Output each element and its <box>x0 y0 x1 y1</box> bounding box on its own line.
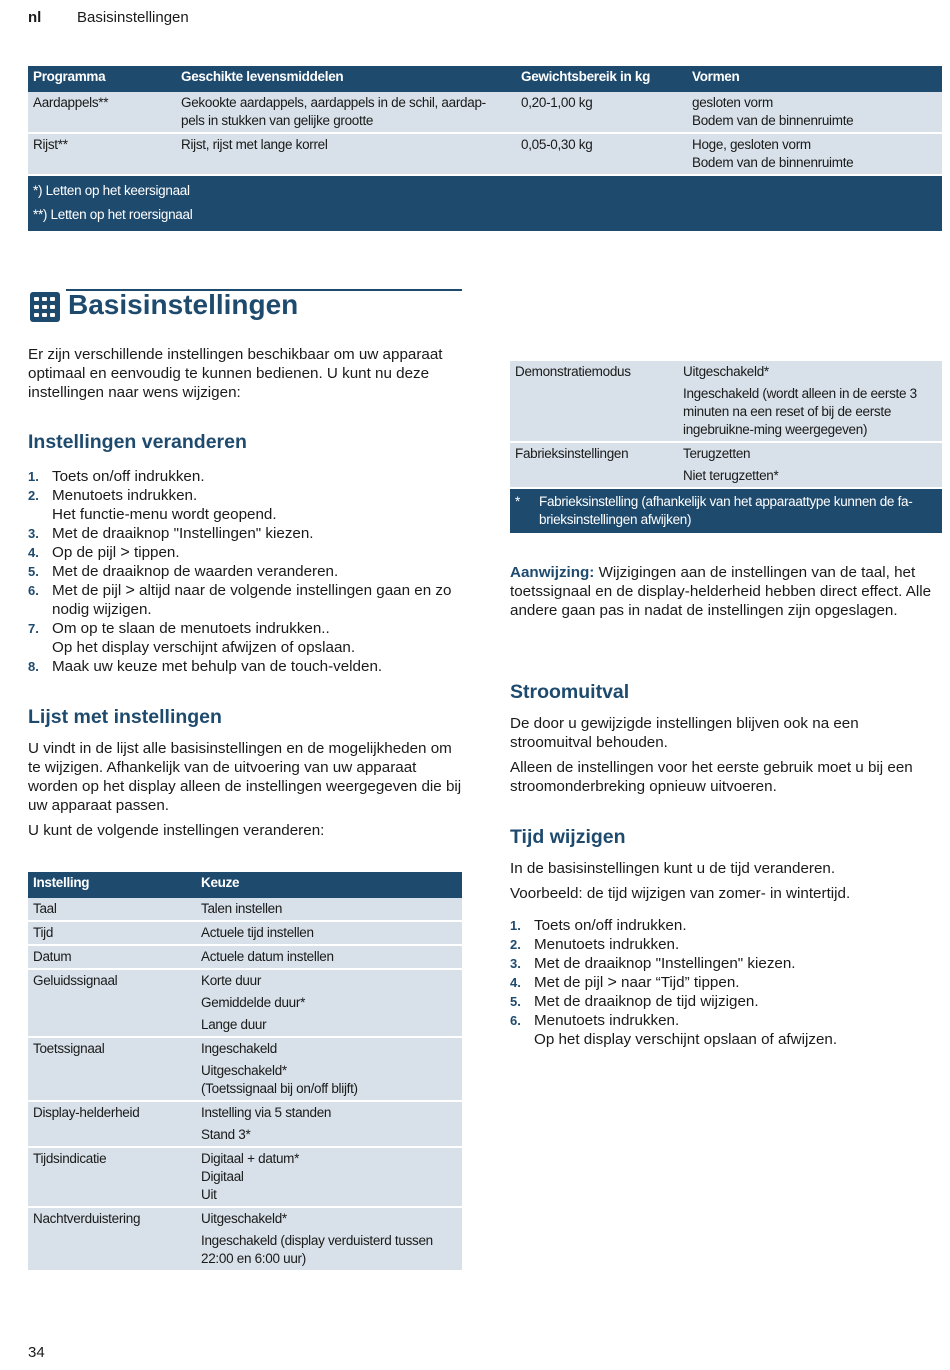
option: Uit <box>201 1187 217 1202</box>
cell-line: gesloten vorm <box>692 95 773 110</box>
col-header: Instelling <box>28 872 196 898</box>
option: Terugzetten <box>683 446 751 461</box>
step-number: 4. <box>510 975 521 990</box>
list-item <box>28 486 462 524</box>
cell-form <box>687 92 942 133</box>
table-row <box>28 921 462 945</box>
aanwijzing-text: Wijzigingen aan de instellingen van de taal, het toetssignaal en de display-helderheid hebben direct effect. Alle andere gaan pas in nadat de instellingen zijn opgeslagen. <box>510 564 932 619</box>
step-text: Maak uw keuze met behulp van de touch-velden. <box>52 658 383 675</box>
change-steps <box>28 467 462 676</box>
table-row <box>28 1101 462 1147</box>
step-result: Op het display verschijnt afwijzen of opslaan. <box>52 639 356 656</box>
step-text: Toets on/off indrukken. <box>52 468 205 485</box>
table-note-row <box>510 488 942 534</box>
page-title: Basisinstellingen <box>68 289 299 320</box>
step-text: Met de draaiknop "Instellingen" kiezen. <box>52 525 314 542</box>
settings-grid-icon <box>30 292 60 322</box>
power-paragraph: Alleen de instellingen voor het eerste gebruik moet u bij een stroomonderbreking opnieuw uitvoeren. <box>510 759 913 795</box>
cell-weight: 0,05-0,30 kg <box>516 133 687 175</box>
table-row <box>28 969 462 1037</box>
table-row <box>28 133 942 175</box>
option: Actuele tijd instellen <box>201 925 314 940</box>
list-item <box>28 657 462 676</box>
setting-name: Geluidssignaal <box>28 969 196 1037</box>
table-row <box>510 442 942 488</box>
list-item <box>28 619 462 657</box>
step-number: 4. <box>28 545 39 560</box>
step-text: Met de pijl <box>52 582 122 599</box>
list-item <box>28 543 462 562</box>
step-number: 3. <box>510 956 521 971</box>
step-text: Met de draaiknop de waarden veranderen. <box>52 563 339 580</box>
list-item <box>28 581 462 619</box>
table-row <box>510 361 942 442</box>
step-text: Menutoets indrukken. <box>534 936 680 953</box>
aanwijzing-paragraph <box>510 563 942 620</box>
arrow-right-icon: > <box>120 544 130 561</box>
cell-program: Rijst** <box>28 133 176 175</box>
cell-food <box>176 92 516 133</box>
option: Korte duur <box>201 973 262 988</box>
option: Gemiddelde duur* <box>201 995 306 1010</box>
step-text: tippen. <box>129 544 180 561</box>
setting-name: Tijdsindicatie <box>28 1147 196 1207</box>
table-row <box>28 1147 462 1207</box>
aanwijzing-label: Aanwijzing: <box>510 564 595 581</box>
cell-line: Gekookte aardappels, aardappels in de schil, aardap- <box>181 95 486 110</box>
step-number: 2. <box>510 937 521 952</box>
settings-table <box>28 872 462 1272</box>
list-item <box>28 562 462 581</box>
setting-name: Datum <box>28 945 196 969</box>
col-header: Geschikte levensmiddelen <box>176 66 516 92</box>
setting-name: Toetssignaal <box>28 1037 196 1101</box>
option: Niet terugzetten* <box>683 468 779 483</box>
option: Ingeschakeld (display verduisterd tussen 22:00 en 6:00 uur) <box>201 1233 433 1266</box>
step-text: Met de draaiknop "Instellingen" kiezen. <box>534 955 796 972</box>
step-result: Het functie-menu wordt geopend. <box>52 506 277 523</box>
step-text: Om op te slaan de menutoets indrukken.. <box>52 620 330 637</box>
subheading-list: Lijst met instellingen <box>28 706 222 728</box>
setting-options <box>196 898 462 921</box>
step-number: 6. <box>510 1013 521 1028</box>
step-number: 7. <box>28 621 39 636</box>
note-line: *) Letten op het keersignaal <box>33 183 190 198</box>
subheading-power: Stroomuitval <box>510 681 630 703</box>
note-text: Fabrieksinstelling (afhankelijk van het apparaattype kunnen de fa-brieksinstellingen afwijken) <box>539 494 913 527</box>
col-header: Programma <box>28 66 176 92</box>
setting-options <box>196 969 462 1037</box>
page-number: 34 <box>28 1344 45 1361</box>
note-line: **) Letten op het roersignaal <box>33 207 193 222</box>
note-block <box>510 563 942 626</box>
option: Instelling via 5 standen <box>201 1105 332 1120</box>
setting-options <box>196 921 462 945</box>
setting-options <box>196 1207 462 1271</box>
list-item <box>28 524 462 543</box>
table-header-row <box>28 66 942 92</box>
cell-line: Bodem van de binnenruimte <box>692 155 854 170</box>
cell-form <box>687 133 942 175</box>
option: Digitaal <box>201 1169 244 1184</box>
time-text <box>510 859 942 909</box>
option: Uitgeschakeld* <box>201 1063 287 1078</box>
table-row <box>28 1207 462 1271</box>
list-item <box>510 954 942 973</box>
setting-options <box>196 1037 462 1101</box>
option: Uitgeschakeld* <box>201 1211 287 1226</box>
option: Stand 3* <box>201 1127 251 1142</box>
header-lang: nl <box>28 9 42 26</box>
table-row <box>28 898 462 921</box>
option: Lange duur <box>201 1017 267 1032</box>
setting-name: Nachtverduistering <box>28 1207 196 1271</box>
time-steps <box>510 916 942 1049</box>
col-header: Gewichtsbereik in kg <box>516 66 687 92</box>
list-item <box>510 1011 942 1049</box>
list-paragraph: U kunt de volgende instellingen veranderen: <box>28 822 325 839</box>
step-number: 5. <box>510 994 521 1009</box>
table-header-row <box>28 872 462 898</box>
cell-line: Hoge, gesloten vorm <box>692 137 811 152</box>
list-text <box>28 739 462 846</box>
step-text: altijd naar de volgende instellingen gaan en zo nodig wijzigen. <box>52 582 452 618</box>
setting-name: Demonstratiemodus <box>510 361 678 442</box>
setting-options <box>196 1147 462 1207</box>
intro-paragraph: Er zijn verschillende instellingen beschikbaar om uw apparaat optimaal en eenvoudig te kunnen bedienen. U kunt nu deze instellingen naar wens wijzigen: <box>28 346 443 401</box>
option: Digitaal + datum* <box>201 1151 300 1166</box>
setting-options <box>678 442 942 488</box>
step-text: Menutoets indrukken. <box>534 1012 680 1029</box>
table-note <box>510 488 942 534</box>
list-paragraph: U vindt in de lijst alle basisinstellingen en de mogelijkheden om te wijzigen. Afhankelijk van de uitvoering van uw apparaat worden op het display alleen de instellingen weergegeven die bij uw apparaat passen. <box>28 740 462 814</box>
setting-options <box>678 361 942 442</box>
step-text: Toets on/off indrukken. <box>534 917 687 934</box>
step-text: Menutoets indrukken. <box>52 487 198 504</box>
table-row <box>28 1037 462 1101</box>
step-text: Met de draaiknop de tijd wijzigen. <box>534 993 759 1010</box>
list-item <box>510 916 942 935</box>
cell-line: Bodem van de binnenruimte <box>692 113 854 128</box>
step-number: 8. <box>28 659 39 674</box>
intro-text <box>28 345 462 408</box>
arrow-right-icon: > <box>607 974 617 991</box>
power-text <box>510 714 942 802</box>
cell-weight: 0,20-1,00 kg <box>516 92 687 133</box>
arrow-right-icon: > <box>125 582 135 599</box>
time-paragraph: Voorbeeld: de tijd wijzigen van zomer- in wintertijd. <box>510 885 851 902</box>
program-table <box>28 66 942 233</box>
setting-name: Display-helderheid <box>28 1101 196 1147</box>
header-title: Basisinstellingen <box>77 9 189 26</box>
step-number: 1. <box>510 918 521 933</box>
step-number: 6. <box>28 583 39 598</box>
note-star: * <box>515 494 520 509</box>
step-text: Op de pijl <box>52 544 117 561</box>
setting-options <box>196 1101 462 1147</box>
table-row <box>28 945 462 969</box>
table-notes <box>28 175 942 232</box>
list-item <box>510 992 942 1011</box>
subheading-change: Instellingen veranderen <box>28 431 247 453</box>
step-number: 3. <box>28 526 39 541</box>
list-item <box>28 467 462 486</box>
table-row <box>28 92 942 133</box>
option: Talen instellen <box>201 901 283 916</box>
option: Ingeschakeld (wordt alleen in de eerste 3 minuten na een reset of bij de eerste ingebruikne-ming weergegeven) <box>683 386 917 437</box>
col-header: Vormen <box>687 66 942 92</box>
step-text: Met de pijl <box>534 974 604 991</box>
col-header: Keuze <box>196 872 462 898</box>
setting-name: Tijd <box>28 921 196 945</box>
cell-line: pels in stukken van gelijke grootte <box>181 113 374 128</box>
cell-program: Aardappels** <box>28 92 176 133</box>
cell-food: Rijst, rijst met lange korrel <box>176 133 516 175</box>
time-paragraph: In de basisinstellingen kunt u de tijd veranderen. <box>510 860 836 877</box>
power-paragraph: De door u gewijzigde instellingen blijven ook na een stroomuitval behouden. <box>510 715 859 751</box>
setting-options <box>196 945 462 969</box>
step-result: Op het display verschijnt opslaan of afwijzen. <box>534 1031 838 1048</box>
setting-name: Taal <box>28 898 196 921</box>
option: (Toetssignaal bij on/off blijft) <box>201 1081 358 1096</box>
option: Uitgeschakeld* <box>683 364 769 379</box>
option: Ingeschakeld <box>201 1041 277 1056</box>
step-number: 1. <box>28 469 39 484</box>
list-item <box>510 973 942 992</box>
setting-name: Fabrieksinstellingen <box>510 442 678 488</box>
step-number: 2. <box>28 488 39 503</box>
list-item <box>510 935 942 954</box>
step-number: 5. <box>28 564 39 579</box>
option: Actuele datum instellen <box>201 949 334 964</box>
subheading-time: Tijd wijzigen <box>510 826 626 848</box>
demo-settings-table <box>510 361 942 535</box>
table-note-row <box>28 175 942 232</box>
step-text: naar “Tijd” tippen. <box>616 974 740 991</box>
